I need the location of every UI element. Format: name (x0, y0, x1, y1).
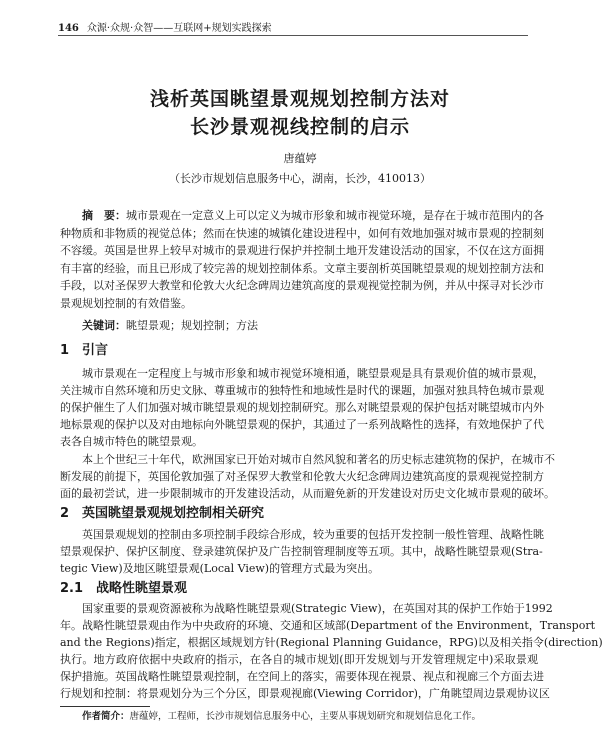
section-heading-2: 2 英国眺望景观规划控制相关研究 (60, 506, 265, 521)
paragraph-line: 城市景观在一定程度上与城市形象和城市视觉环境相通，眺望景观是具有景观价值的城市景观， (82, 367, 544, 380)
abstract-line (82, 208, 544, 224)
paragraph-line: 年。战略性眺望景观由作为中央政府的环境、交通和区域部(Department of the Environment，Transport (60, 619, 596, 632)
paragraph-line: 面的最初尝试，进一步限制城市的开发建设活动，从而避免新的开发建设对历史文化城市景观的破坏。 (60, 487, 555, 500)
abstract-line: 种物质和非物质的视觉总体；然而在快速的城镇化建设进程中，如何有效地加强对城市景观的控制刻 (60, 227, 544, 240)
paragraph-line: 望景观保护、保护区制度、登录建筑保护及广告控制管理制度等五项。其中，战略性眺望景观(Stra- (60, 545, 543, 558)
paragraph-line: tegic View)及地区眺望景观(Local View)的管理方式最为突出。 (60, 562, 380, 575)
paragraph-line: 保护措施。英国战略性眺望景观控制，在空间上的落实，需要体现在视景、视点和视廊三个方面去进 (60, 670, 544, 683)
abstract-line: 景观规划控制的有效借鉴。 (60, 297, 192, 310)
page-number: 146 (58, 23, 79, 34)
abstract-label: 摘 要： (82, 209, 126, 222)
footnote-rule (60, 706, 150, 707)
section-heading-2-1: 2.1 战略性眺望景观 (60, 581, 188, 596)
paragraph-line: 关注城市自然环境和历史文脉、尊重城市的独特性和地域性是时代的课题，加强对独具特色城市景观 (60, 384, 544, 397)
paragraph-line: 断发展的前提下，英国伦敦加强了对圣保罗大教堂和伦敦大火纪念碑周边建筑高度的景观视觉控制方 (60, 470, 544, 483)
running-header (58, 19, 272, 34)
abstract-text: 城市景观在一定意义上可以定义为城市形象和城市视觉环境，是存在于城市范围内的各 (126, 209, 544, 222)
journal-section: 众源·众规·众智——互联网+规划实践探索 (86, 23, 272, 34)
paragraph-line: 表各自城市特色的眺望景观。 (60, 435, 203, 448)
affiliation: （长沙市规划信息服务中心，湖南，长沙，410013） (169, 172, 431, 185)
title-line-2: 长沙景观视线控制的启示 (189, 116, 410, 138)
paragraph-line: 本上个世纪三十年代，欧洲国家已开始对城市自然风貌和著名的历史标志建筑物的保护，在城市不 (82, 453, 555, 466)
abstract-line: 手段，以对圣保罗大教堂和伦敦大火纪念碑周边建筑高度的景观视觉控制为例，并从中探寻对长沙市 (60, 279, 544, 292)
footnote-label: 作者简介： (82, 711, 130, 722)
paragraph-line: 的保护催生了人们加强对城市眺望景观的规划控制研究。那么对眺望景观的保护包括对眺望城市内外 (60, 401, 544, 414)
author: 唐蕴婷 (283, 152, 317, 165)
footnote-text: 唐蕴婷，工程师，长沙市规划信息服务中心，主要从事规划研究和规划信息化工作。 (129, 711, 482, 722)
section-heading-1: 1 引言 (60, 343, 109, 358)
footnote (82, 710, 481, 723)
paragraph-line: 执行。地方政府依据中央政府的指示，在各自的城市规划(即开发规划与开发管理规定中)采取景观 (60, 653, 538, 666)
paragraph-line: 国家重要的景观资源被称为战略性眺望景观(Strategic View)，在英国对其的保护工作始于1992 (82, 602, 553, 615)
paragraph-line: 英国景观规划的控制由多项控制手段综合形成，较为重要的包括开发控制一般性管理、战略性眺 (82, 528, 544, 541)
header-rule (58, 35, 528, 36)
paragraph-line: 行规划和控制：将景观划分为三个分区，即景观视廊(Viewing Corridor)，广角眺望周边景观协议区 (60, 687, 550, 700)
keywords (82, 318, 258, 334)
keywords-label: 关键词： (82, 319, 126, 332)
keywords-value: 眺望景观；规划控制；方法 (126, 319, 258, 332)
paragraph-line: 地标景观的保护以及对由地标向外眺望景观的保护，其通过了一系列战略性的选择，有效地保护了代 (60, 418, 544, 431)
abstract-line: 不容缓。英国是世界上较早对城市的景观进行保护并控制土地开发建设活动的国家，不仅在这方面拥 (60, 244, 544, 257)
abstract-line: 有丰富的经验，而且已形成了较完善的规划控制体系。文章主要剖析英国眺望景观的规划控制方法和 (60, 262, 544, 275)
paragraph-line: and the Regions)指定，根据区域规划方针(Regional Planning Guidance，RPG)以及相关指令(direction) (60, 636, 603, 649)
title-line-1: 浅析英国眺望景观规划控制方法对 (149, 88, 450, 110)
